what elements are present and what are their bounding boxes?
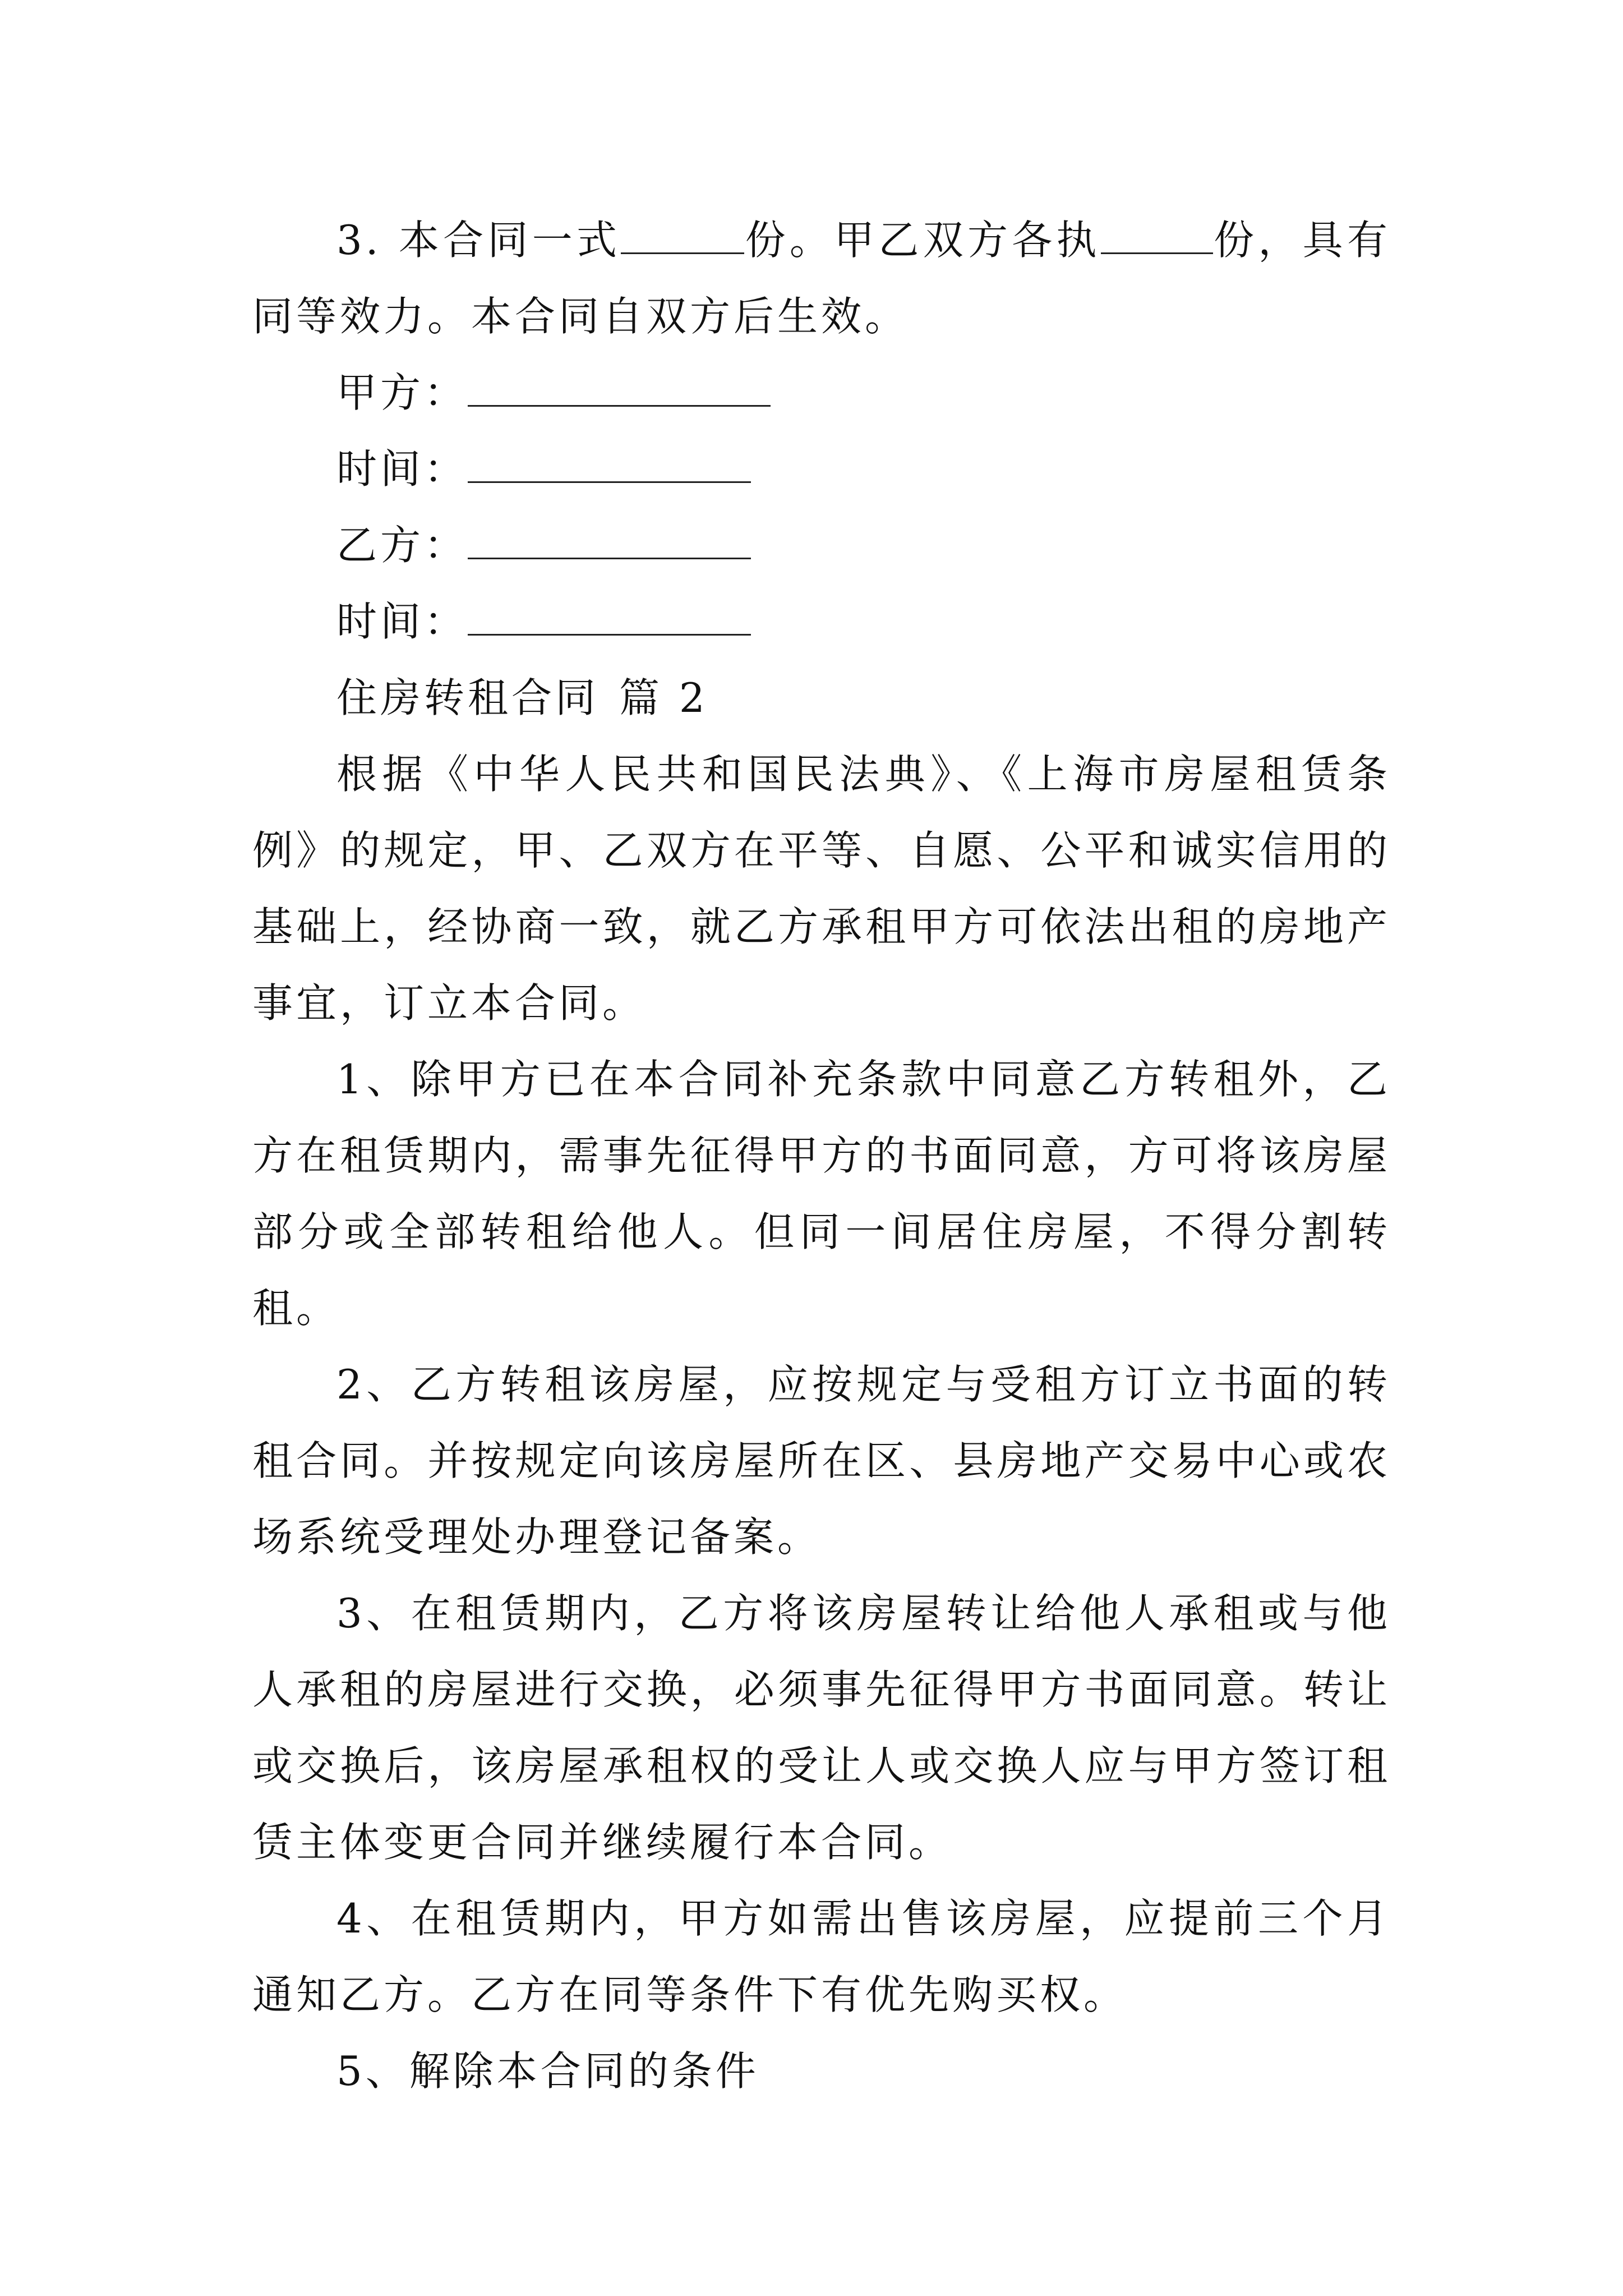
section-title: 住房转租合同	[336, 674, 600, 721]
signature-label: 乙方：	[336, 522, 468, 569]
signature-blank	[468, 605, 751, 636]
signature-label: 时间：	[336, 598, 468, 645]
paragraph-preamble: 根据《中华人民共和国民法典》、《上海市房屋租赁条例》的规定，甲、乙双方在平等、自愿、公平和诚实信用的基础上，经协商一致，就乙方承租甲方可依法出租的房地产事宜，订立本合同。	[252, 751, 1391, 1027]
paragraph-clause-4: 4、在租赁期内，甲方如需出售该房屋，应提前三个月通知乙方。乙方在同等条件下有优先购买权。	[252, 1895, 1391, 2018]
signature-label: 时间：	[336, 445, 468, 493]
copies-each-blank	[1101, 221, 1213, 254]
paragraph-clause-5: 5、解除本合同的条件	[336, 2047, 759, 2095]
paragraph-clause-1: 1、除甲方已在本合同补充条款中同意乙方转租外，乙方在租赁期内，需事先征得甲方的书面同意，方可将该房屋部分或全部转租给他人。但同一间居住房屋，不得分割转租。	[252, 1056, 1391, 1332]
copies-total-blank	[621, 221, 744, 254]
clause-3-mid: 份。甲乙双方各执	[744, 217, 1101, 264]
clause-3-prefix: 3. 本合同一式	[336, 217, 621, 264]
paragraph-clause-3: 3、在租赁期内，乙方将该房屋转让给他人承租或与他人承租的房屋进行交换，必须事先征得甲方书面同意。转让或交换后，该房屋承租权的受让人或交换人应与甲方签订租赁主体变更合同并继续履行本合同。	[252, 1590, 1391, 1866]
clause-3-suffix: 份，具有同等效力。本合同自双方后生效。	[252, 217, 1391, 340]
clause-3-copies	[252, 202, 1391, 355]
paragraph-clause-2: 2、乙方转租该房屋，应按规定与受租方订立书面的转租合同。并按规定向该房屋所在区、县房地产交易中心或农场系统受理处办理登记备案。	[252, 1361, 1391, 1561]
signature-party-a	[336, 355, 1391, 431]
signature-time-b	[336, 583, 1391, 660]
section-heading	[336, 660, 1391, 736]
signature-blank	[468, 452, 751, 483]
signature-blank	[468, 528, 751, 559]
signature-party-b	[336, 507, 1391, 583]
signature-label: 甲方：	[336, 369, 468, 416]
document-page	[252, 202, 1391, 2109]
section-part-number: 篇 2	[619, 674, 708, 721]
signature-blank	[468, 376, 771, 407]
signature-time-a	[336, 431, 1391, 507]
